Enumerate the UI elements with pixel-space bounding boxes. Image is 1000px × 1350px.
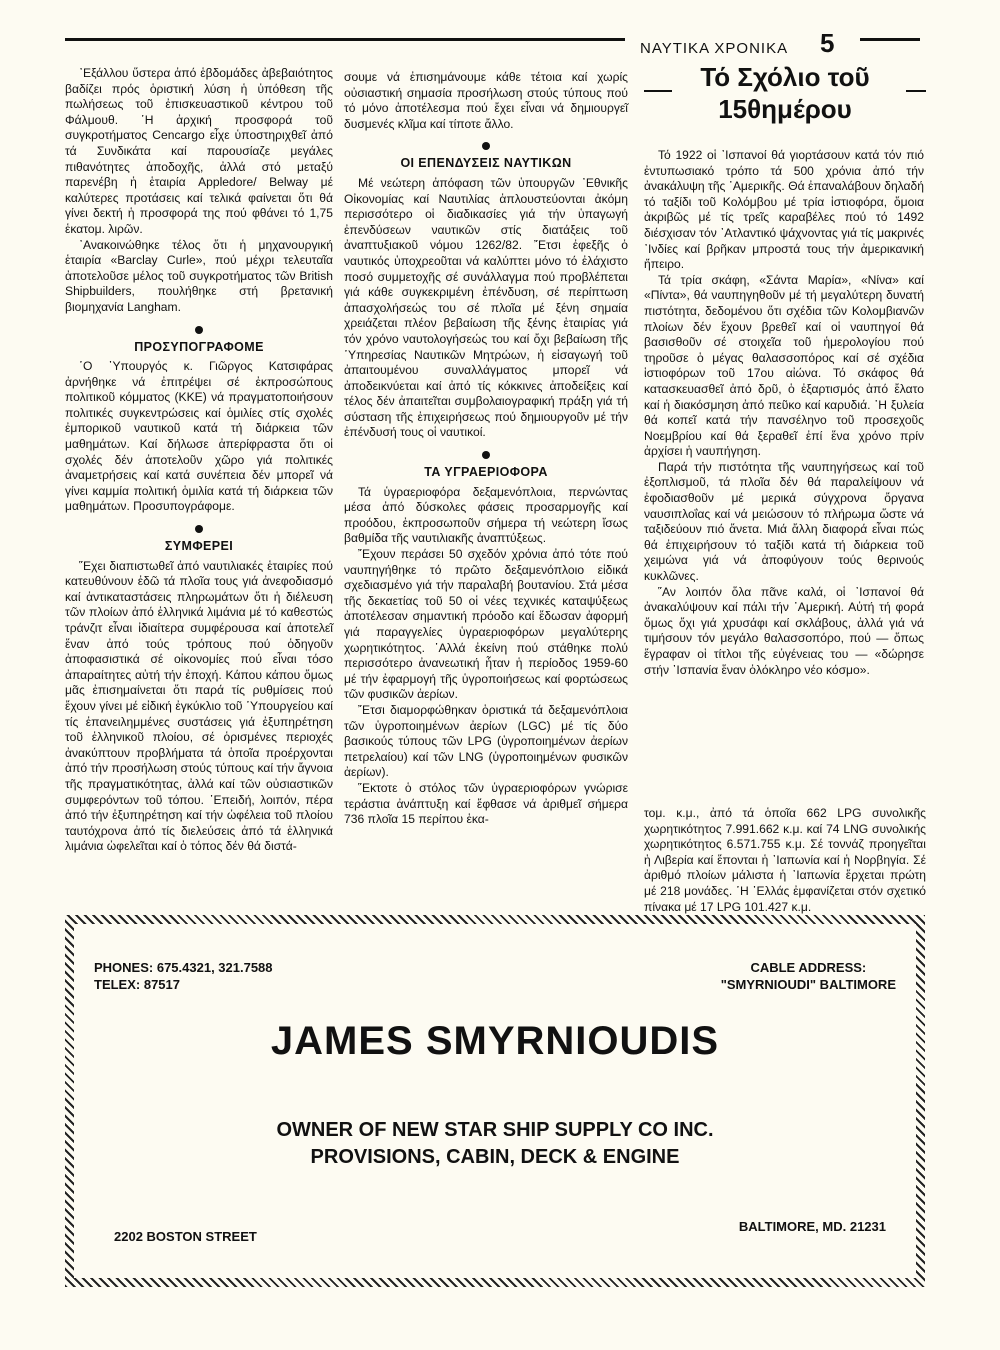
paragraph: ᾽Ανακοινώθηκε τέλος ὅτι ἡ μηχανουργική ἑταιρία «Barclay Curle», πού μέχρι τελευταῖα ἀποτελοῦσε μέλος τοῦ συγκροτήματος τῶν British Shipbuilders, πουλήθηκε στή βρετανική βιομηχανία Langham.: [65, 237, 333, 314]
ad-contact: [94, 959, 273, 993]
ad-cable-label: CABLE ADDRESS:: [750, 960, 867, 975]
page-number: 5: [820, 28, 835, 58]
section-bullet: [195, 326, 203, 334]
section-title-ependyseis: ΟΙ ΕΠΕΝΔΥΣΕΙΣ ΝΑΥΤΙΚΩΝ: [400, 156, 572, 171]
column-2: [344, 70, 628, 828]
paragraph: Τά ὑγραεριοφόρα δεξαμενόπλοια, περνώντας μέσα ἀπό δύσκολες φάσεις προσαρμογῆς καί προόδου, ἐκπροσωποῦν σήμερα τή νεώτερη ἴσως βαθμίδα τῆς ναυτιλιακῆς ἀναπτύξεως.: [344, 484, 628, 546]
section-title-symferei: ΣΥΜΦΕΡΕΙ: [164, 539, 234, 554]
section-bullet: [482, 142, 490, 150]
paragraph: Τά τρία σκάφη, «Σάντα Μαρία», «Νίνα» καί «Πίντα», θά ναυπηγηθοῦν μέ τή μεγαλύτερη δυνατή πιστότητα, δεδομένου ὅτι σχέδια τῶν Κολομβιανῶν πλοίων δέν ἔχουν βρεθεῖ καί οἱ ναυπηγοί θά βασισθοῦν σέ στοιχεῖα τοῦ ἡμερολογίου πού τηροῦσε ὁ μέγας θαλασσοπόρος καί σέ σχέδια ἱστιοφόρων τοῦ 17ου αἰώνα. Τό σκάφος θά κατασκευασθεῖ ἀπό δρῦ, ὁ ἐξαρτισμός ἀπό ἔλατο καί ἡ διακόσμηση ἀπό πεῦκο καί καρυδιά. ῾Η ξυλεία θά κοπεῖ κατά τήν πανσέληνο τοῦ προσεχοῦς Νοεμβρίου καί θά ξεραθεῖ ἐπί ἕνα χρόνο πρίν ἀρχίσει ἡ ναυπήγηση.: [644, 272, 924, 459]
paragraph: ῎Ετσι διαμορφώθηκαν ὁριστικά τά δεξαμενόπλοια τῶν ὑγροποιημένων ἀερίων (LGC) μέ τίς δύο βασικούς τύπους τῶν LPG (ὑγροποιημένων ἀερίων πετρελαίου) καί τῶν LNG (ὑγροποιημένων φυσικῶν ἀερίων).: [344, 702, 628, 780]
paragraph: Μέ νεώτερη ἀπόφαση τῶν ὑπουργῶν ᾽Εθνικῆς Οἰκονομίας καί Ναυτιλίας ἁπλουστεύονται ἀκόμη περισσότερο οἱ διαδικασίες γιά τήν ὑπαγωγή ἐπενδύσεων ναυτικῶν στίς διατάξεις τοῦ ἀναπτυξιακοῦ νόμου 1262/82. ῎Ετσι ἐφεξῆς ὁ ναυτικός ὑποχρεοῦται νά καλύπτει μόνο τό ἐλάχιστο ποσό συμμετοχῆς σέ συνάλλαγμα πού προβλέπεται γιά κάθε συγκεκριμένη ἐπένδυση, σέ περίπτωση ἀπασχολήσεώς του σέ πλοῖα μέ ξένη σημαία χρειάζεται πλέον βεβαίωση τῆς ξένης ἑταιρίας γιά τόν χρόνο ναυτολογήσεώς του καί ὄχι βεβαίωση τῆς ῾Υπηρεσίας Ναυτικῶν Μητρώων, ἡ εἰσαγωγή τοῦ ἀπαιτουμένου συναλλάγματος μπορεῖ νά ἀποδεικνύεται καί ἀπό τίς κόκκινες ἀποδείξεις καί τέλος δέν ἀπαιτεῖται συμβολαιογραφική πράξη γιά τή σύσταση τῆς ἐπιχειρήσεως πού δημιουργοῦν μέ τήν ἐπένδυσή τους οἱ ναυτικοί.: [344, 175, 628, 440]
ad-street-address: 2202 BOSTON STREET: [114, 1229, 257, 1244]
paragraph: ῞Αν λοιπόν ὅλα πᾶνε καλά, οἱ ᾽Ισπανοί θά ἀνακαλύψουν καί πάλι τήν ᾽Αμερική. Αὐτή τή φορά ὅμως ὄχι γιά χρυσάφι καί σκλάβους, ἀλλά γιά νά τιμήσουν τόν μεγάλο θαλασσοπόρο, πού — ὅπως ἔγραφαν οἱ τίτλοι τῆς εὐγένειας του — «δώρησε στήν ᾽Ισπανία ἕναν ὁλόκληρο νέο κόσμο».: [644, 584, 924, 677]
paragraph: ῞Εκτοτε ὁ στόλος τῶν ὑγραεριοφόρων γνώρισε τεράστια ἀνάπτυξη καί ἔφθασε νά ἀριθμεῖ σήμερα 736 πλοῖα 15 περίπου ἑκα-: [344, 780, 628, 827]
paragraph: σουμε νά ἐπισημάνουμε κάθε τέτοια καί χωρίς οὐσιαστική σημασία προσήλωση στούς τύπους πού τό μόνο ἀποτέλεσμα πού ἔχει εἶναι νά δημιουργεῖ δυσμενές κλῖμα καί τίποτε ἄλλο.: [344, 70, 628, 131]
section-title-prosypografome: ΠΡΟΣΥΠΟΓΡΑΦΟΜΕ: [134, 339, 264, 354]
paragraph: ῾Ο ῾Υπουργός κ. Γιῶργος Κατσιφάρας ἀρνήθηκε νά ἐπιτρέψει σέ ἐκπροσώπους πολιτικοῦ κόμματος (ΚΚΕ) νά πραγματοποιήσουν πολιτικές συγκεντρώσεις καί ὁμιλίες στίς σχολές ἐμπορικοῦ ναυτικοῦ κατά τή διάρκεια τῶν μαθημάτων. Καί δήλωσε ἀπερίφραστα ὅτι οἱ σχολές δέν ἀποτελοῦν χῶρο γιά πολιτικές ἀναμετρήσεις καί κατά συνέπεια δέν μπορεῖ νά γίνει καμμία πολιτική ὁμιλία κατά τή διάρκεια τῶν μαθημάτων. Προσυπογράφομε.: [65, 359, 333, 514]
advertisement: [65, 915, 925, 1287]
paragraph: τομ. κ.μ., ἀπό τά ὁποῖα 662 LPG συνολικῆς χωρητικότητος 7.991.662 κ.μ. καί 74 LNG συνολικής χωρητικότητος 6.571.755 κ.μ. Σέ τοννάζ προηγεῖται ἡ Λιβερία καί ἕπονται ἡ ᾽Ιαπωνία καί ἡ Νορβηγία. Σέ ἀριθμό πλοίων μάλιστα ἡ ᾽Ιαπωνία ἔρχεται πρώτη μέ 218 μονάδες. ῾Η ῾Ελλάς ἐμφανίζεται στόν σχετικό πίνακα μέ 17 LPG 101.427 κ.μ.: [644, 806, 926, 914]
ad-provisions-line: PROVISIONS, CABIN, DECK & ENGINE: [310, 1146, 680, 1168]
ad-owner-line: OWNER OF NEW STAR SHIP SUPPLY CO INC.: [276, 1119, 714, 1141]
header-rule-left: [65, 38, 625, 41]
paragraph: ῎Εχουν περάσει 50 σχεδόν χρόνια ἀπό τότε πού ναυπηγήθηκε τό πρῶτο δεξαμενόπλοιο εἰδικά σχεδιασμένο γιά τήν παραλαβή βουτανίου. Στά μέσα τῆς δεκαετίας τοῦ 50 οἱ νέες τεχνικές καταψύξεως ἀποτέλεσαν σημαντική πρόοδο καί ἔδωσαν ἀφορμή γιά παραγγελίες ὑγραεριοφόρων μεγαλύτερης χωρητικότητος. ᾽Αλλά ἐκείνη πού στάθηκε πολύ περισσότερο ἀνανεωτική ἦταν ἡ περίοδος 1959-60 μέ τήν ἐφαρμογή τῆς ὑγροποιήσεως καί φορτώσεως τῶν φυσικῶν ἀερίων.: [344, 547, 628, 702]
section-bullet: [482, 451, 490, 459]
editorial-title-line1: Τό Σχόλιο τοῦ: [700, 62, 870, 92]
publication-title: ΝΑΥΤΙΚΑ ΧΡΟΝΙΚΑ: [640, 40, 789, 57]
section-title-ygraeriofora: ΤΑ ΥΓΡΑΕΡΙΟΦΟΡΑ: [424, 465, 548, 480]
paragraph: ᾽Εξάλλου ὕστερα ἀπό ἑβδομάδες ἀβεβαιότητος βαδίζει πρός ὁριστική λύση ἡ ὑπόθεση τῆς πωλήσεως τοῦ ἐπισκευαστικοῦ κέντρου τοῦ Φάλμουθ. ῾Η ἀρχική προσφορά τοῦ συγκροτήματος Cencargo εἶχε ὑποστηριχθεῖ ἀπό τά Συνδικάτα καί παρουσίαζε μεγάλες πιθανότητες ἀποδοχῆς, ἀλλά στό μεταξύ παρενέβη ἡ ἑταιρία Appledore/ Belway μέ καλύτερες προτάσεις καί τελικά φαίνεται ὅτι θά γίνει δεκτή ἡ προσφορά της πού φθάνει τό 1,75 ἑκατομ. λιρῶν.: [65, 66, 333, 236]
advertisement-body: [74, 924, 916, 1278]
ad-phones: PHONES: 675.4321, 321.7588: [94, 960, 273, 975]
header-rule-right: [860, 38, 920, 41]
section-bullet: [195, 525, 203, 533]
ad-cable-address: [721, 959, 896, 993]
ad-company-name: JAMES SMYRNIOUDIS: [270, 1019, 720, 1063]
box-rule-right: [906, 90, 926, 92]
ad-city-address: BALTIMORE, MD. 21231: [738, 1219, 886, 1234]
column-3-continuation: [644, 806, 926, 915]
ad-telex: TELEX: 87517: [94, 977, 180, 992]
column-1: [65, 66, 333, 855]
column-3-editorial: [644, 148, 924, 678]
editorial-box-header: [644, 62, 926, 122]
paragraph: Παρά τήν πιστότητα τῆς ναυπηγήσεως καί τοῦ ἐξοπλισμοῦ, τά πλοῖα δέν θά παραλείψουν νά ἐφοδιασθοῦν μέ μερικά σύγχρονα ὄργανα ναυσιπλοΐας καί νά μειώσουν τό πλήρωμα ὥστε νά ταξιδεύουν πιό ἄνετα. Μιά ἄλλη διαφορά εἶναι πώς θά ἐπιχειρήσουν τό ταξίδι κατά τή διάρκεια τοῦ χειμώνα γιά νά ἀποφύγουν τούς θερινούς κυκλῶνες.: [644, 459, 924, 584]
ad-cable-value: "SMYRNIOUDI" BALTIMORE: [720, 977, 896, 992]
paragraph: Τό 1922 οἱ ᾽Ισπανοί θά γιορτάσουν κατά τόν πιό ἐντυπωσιακό τρόπο τά 500 χρόνια ἀπό τήν ἀνακάλυψη τῆς ᾽Αμερικῆς. Θά ἐπαναλάβουν δηλαδή τό ταξίδι τοῦ Κολόμβου μέ τρία ἱστιοφόρα, ὅμοια ἀκριβῶς μέ τίς τρεῖς καραβέλες πού τό 1492 διέσχισαν τόν ᾽Ατλαντικό ψάχνοντας γιά τίς μακρινές ᾽Ινδίες καί βρῆκαν μπροστά τους τήν ἀμερικανική ἤπειρο.: [644, 148, 924, 272]
editorial-title-line2: 15θημέρου: [718, 94, 852, 124]
paragraph: ῞Εχει διαπιστωθεῖ ἀπό ναυτιλιακές ἑταιρίες πού κατευθύνουν ἐδῶ τά πλοῖα τους γιά ἀνεφοδιασμό καί ἀντικαταστάσεις πληρωμάτων ὅτι ἡ διέλευση τῶν πλοίων ἀπό ἑλληνικά λιμάνια μέ τό καθεστώς τράνζιτ εἶναι ἰδιαίτερα συμφέρουσα καί ἀποτελεῖ ἕναν ἀπό τούς τρόπους πού ὁδηγοῦν ἀποφασιστικά σέ οἰκονομίες πού εἶναι τόσο ἀπαραίτητες αὐτή τήν ἐποχή. Κάπου κάπου ὅμως μᾶς ἐπισημαίνεται ὅτι παρά τίς ρυθμίσεις πού ἔχουν γίνει μέ εἰδική ἐγκύκλιο τοῦ ῾Υπουργείου καί τίς ἐπανειλημμένες συστάσεις γιά ἐξυπηρέτηση τοῦ ἑλληνικοῦ πλοίου, σέ ὁρισμένες περιοχές ἀνακύπτουν προβλήματα τά ὁποῖα προέρχονται ἀπό τήν προσήλωση στούς τύπους καί τήν ἄγνοια τῆς πραγματικότητας, ἀλλά καί τῶν οὐσιαστικῶν συμφερόντων τοῦ τόπου. ᾽Επειδή, λοιπόν, πέρα ἀπό τήν ἐξυπηρέτηση καί τήν ὠφέλεια τοῦ πλοίου ταυτόχρονα ἀπό τίς διελεύσεις ἀπό τά ἑλληνικά λιμάνια ὠφελεῖται καί ὁ τόπος δέν θά διστά-: [65, 558, 333, 854]
